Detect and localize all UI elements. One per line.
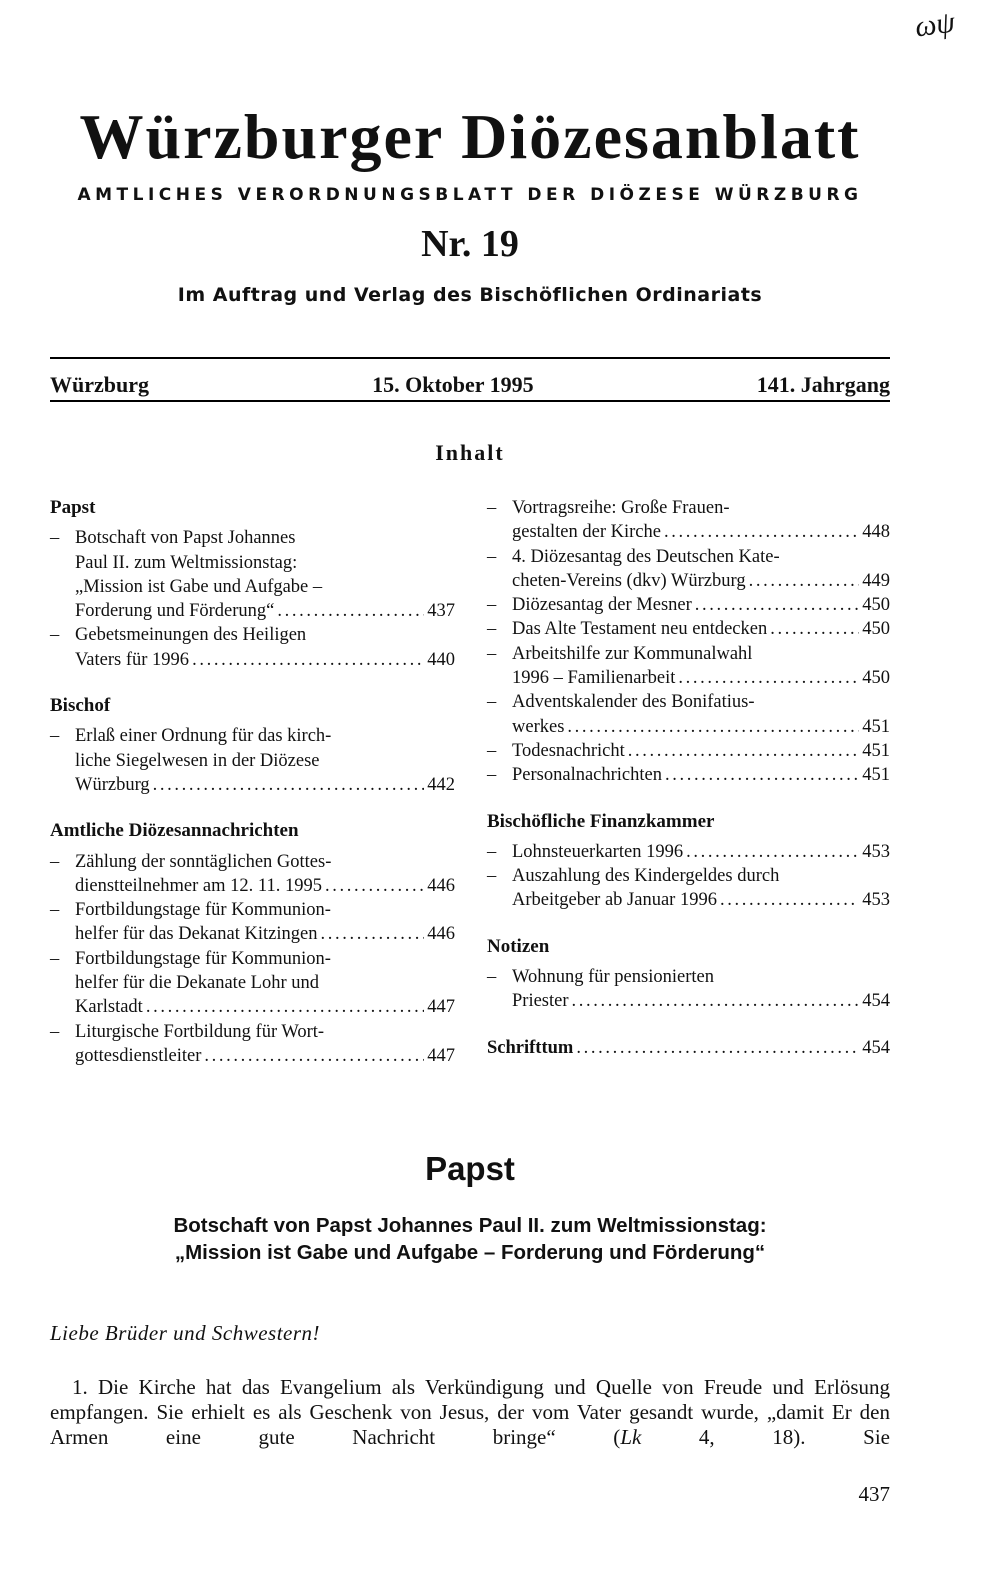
toc-entry <box>487 763 890 787</box>
toc-entry <box>487 496 890 545</box>
toc-entry <box>487 690 890 739</box>
toc-line: – Diözesantag der Mesner <box>512 595 692 616</box>
toc-entry <box>50 623 455 672</box>
toc-entry <box>487 593 890 617</box>
toc-line: werkes <box>512 716 565 737</box>
toc-line: – Fortbildungstage für Kommunion- <box>75 948 331 969</box>
page-ref: 454 <box>862 1037 890 1058</box>
section-heading: Schrifttum <box>487 1037 574 1058</box>
toc-line: gottesdienstleiter <box>75 1045 202 1066</box>
body-paragraph <box>50 1375 890 1450</box>
toc-line: – Fortbildungstage für Kommunion- <box>75 900 331 921</box>
dot-leader <box>204 1044 424 1068</box>
page-ref: 442 <box>427 774 455 795</box>
toc-line: Forderung und Förderung“ <box>75 601 275 622</box>
page-ref: 451 <box>862 765 890 786</box>
page-ref: 453 <box>862 890 890 911</box>
toc-line: Priester <box>512 991 569 1012</box>
dot-leader <box>572 989 860 1013</box>
toc-line: – Personalnachrichten <box>512 765 662 786</box>
page-ref: 449 <box>862 570 890 591</box>
toc-line: – Auszahlung des Kindergeldes durch <box>512 866 780 887</box>
dateline-place: Würzburg <box>50 372 149 397</box>
dateline-volume: 141. Jahrgang <box>756 372 890 397</box>
paragraph-text: 1. Die Kirche hat das Evangelium als Verkündigung und Quelle von Freude und Erlösung empfangen. Sie erhielt es als Geschenk von Jesus, der vom Vater gesandt wurde, „damit Er den Armen eine gute Nachricht bringe“ ( <box>50 1375 890 1449</box>
page-ref: 446 <box>427 924 455 945</box>
toc-line: – Zählung der sonntäglichen Gottes- <box>75 851 332 872</box>
dateline <box>50 372 890 398</box>
dot-leader <box>576 1036 859 1060</box>
toc-line: – Arbeitshilfe zur Kommunalwahl <box>512 643 753 664</box>
dot-leader <box>146 995 424 1019</box>
citation-ref: 4, 18). Sie <box>641 1425 891 1449</box>
article-title-line: „Mission ist Gabe und Aufgabe – Forderung und Förderung“ <box>174 1241 766 1264</box>
publication-subtitle: AMTLICHES VERORDNUNGSBLATT DER DIÖZESE WÜRZBURG <box>77 185 863 205</box>
issue-number: Nr. 19 <box>421 223 519 265</box>
dot-leader <box>678 666 859 690</box>
contents-heading: Inhalt <box>435 440 505 465</box>
publisher-line: Im Auftrag und Verlag des Bischöflichen Ordinariats <box>177 284 763 306</box>
toc-entry <box>50 898 455 947</box>
bottom-rule <box>50 400 890 402</box>
toc-entry <box>487 739 890 763</box>
toc-line: – Das Alte Testament neu entdecken <box>512 619 768 640</box>
article-section-heading: Papst <box>425 1150 515 1187</box>
dot-leader <box>325 874 424 898</box>
dot-leader <box>153 773 425 797</box>
toc-entry <box>487 642 890 691</box>
section-heading: Notizen <box>487 935 550 957</box>
page-ref: 450 <box>862 619 890 640</box>
toc-entry <box>50 526 455 623</box>
dot-leader <box>192 648 424 672</box>
toc-entry <box>487 840 890 864</box>
section-heading: Bischof <box>50 695 111 717</box>
page-number: 437 <box>858 1482 890 1506</box>
toc-line: – Lohnsteuerkarten 1996 <box>512 841 684 862</box>
toc-line: dienstteilnehmer am 12. 11. 1995 <box>75 875 322 896</box>
toc-entry <box>50 1020 455 1069</box>
section-heading: Papst <box>50 497 96 518</box>
publication-title: Würzburger Diözesanblatt <box>79 101 861 172</box>
page-ref: 437 <box>427 601 455 622</box>
toc-line: Arbeitgeber ab Januar 1996 <box>512 890 717 911</box>
dot-leader <box>665 763 859 787</box>
toc-line: liche Siegelwesen in der Diözese <box>75 750 320 771</box>
toc-entry <box>50 724 455 797</box>
toc-line: – 4. Diözesantag des Deutschen Kate- <box>512 546 780 567</box>
dot-leader <box>277 599 424 623</box>
page-ref: 450 <box>862 668 890 689</box>
toc-line: cheten-Vereins (dkv) Würzburg <box>512 570 746 591</box>
toc-line: Vaters für 1996 <box>75 649 190 670</box>
dot-leader <box>320 922 424 946</box>
contents-right-column <box>487 496 890 1060</box>
page-ref: 447 <box>427 997 455 1018</box>
dot-leader <box>664 520 859 544</box>
toc-line: – Adventskalender des Bonifatius- <box>512 692 755 713</box>
toc-line: Würzburg <box>75 774 150 795</box>
toc-line: – Wohnung für pensionierten <box>512 967 714 988</box>
article-title-line: Botschaft von Papst Johannes Paul II. zum Weltmissionstag: <box>173 1214 767 1237</box>
page-ref: 447 <box>427 1045 455 1066</box>
section-heading: Bischöfliche Finanzkammer <box>487 810 715 832</box>
dot-leader <box>770 617 859 641</box>
toc-line: 1996 – Familienarbeit <box>512 668 676 689</box>
dot-leader <box>686 840 859 864</box>
dot-leader <box>720 888 859 912</box>
page-ref: 450 <box>862 595 890 616</box>
dot-leader <box>567 715 859 739</box>
toc-entry <box>50 850 455 899</box>
toc-entry <box>487 617 890 641</box>
toc-line: Karlstadt <box>75 997 143 1018</box>
toc-line: – Botschaft von Papst Johannes <box>75 528 296 549</box>
toc-line: Paul II. zum Weltmissionstag: <box>75 552 298 573</box>
page-ref: 453 <box>862 841 890 862</box>
page-ref: 448 <box>862 522 890 543</box>
toc-line: – Gebetsmeinungen des Heiligen <box>75 625 307 646</box>
dot-leader <box>695 593 859 617</box>
top-rule <box>50 357 890 359</box>
dot-leader <box>628 739 860 763</box>
toc-entry <box>487 545 890 594</box>
toc-line: helfer für das Dekanat Kitzingen <box>75 924 318 945</box>
toc-line: – Erlaß einer Ordnung für das kirch- <box>75 726 332 747</box>
toc-entry <box>487 864 890 913</box>
handwritten-mark: ωψ <box>912 5 957 44</box>
article-title <box>60 1212 880 1266</box>
contents-left-column <box>50 496 455 1068</box>
section-heading: Amtliche Diözesannachrichten <box>50 820 299 842</box>
toc-entry <box>50 947 455 1020</box>
toc-line: – Todesnachricht <box>512 740 625 761</box>
page-ref: 446 <box>427 875 455 896</box>
page-ref: 454 <box>862 991 890 1012</box>
toc-entry <box>487 965 890 1014</box>
dateline-date: 15. Oktober 1995 <box>372 372 534 397</box>
toc-line: gestalten der Kirche <box>512 522 661 543</box>
toc-heading-entry <box>487 1036 890 1060</box>
toc-line: „Mission ist Gabe und Aufgabe – <box>75 576 323 597</box>
dot-leader <box>749 569 860 593</box>
page-ref: 451 <box>862 716 890 737</box>
citation-book: Lk <box>620 1425 642 1449</box>
toc-line: – Liturgische Fortbildung für Wort- <box>75 1021 325 1042</box>
toc-line: – Vortragsreihe: Große Frauen- <box>512 498 730 518</box>
salutation: Liebe Brüder und Schwestern! <box>50 1321 321 1345</box>
toc-line: helfer für die Dekanate Lohr und <box>75 973 319 994</box>
page-ref: 440 <box>427 649 455 670</box>
page-ref: 451 <box>862 740 890 761</box>
